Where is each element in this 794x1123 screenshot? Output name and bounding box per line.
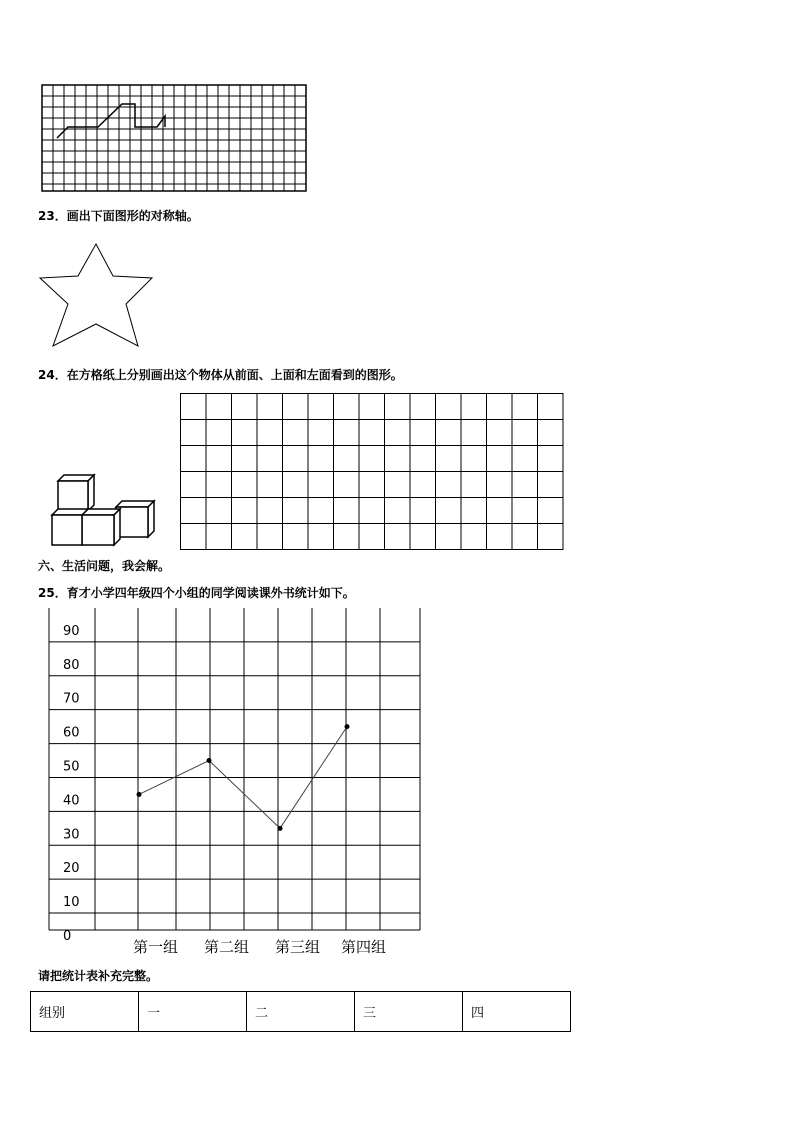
y-tick-label: 70 [63,691,80,707]
q23-prompt: 画出下面图形的对称轴。 [66,209,199,223]
q24-prompt: 在方格纸上分别画出这个物体从前面、上面和左面看到的图形。 [66,368,403,382]
q24-number: 24． [38,368,67,382]
reading-line-chart [40,600,480,960]
top-grid-figure [40,83,310,193]
y-tick-label: 10 [63,895,80,911]
data-point [345,724,350,729]
x-tick-label: 第三组 [275,938,321,956]
x-tick-label: 第四组 [341,938,387,956]
top-grid-shape [57,104,165,138]
table-cell: 二 [247,992,355,1032]
table-cell: 四 [463,992,571,1032]
data-point [278,826,283,831]
q25-number: 25． [38,586,67,600]
table-cell: 一 [139,992,247,1032]
six-point-star [38,242,158,352]
table-cell: 三 [355,992,463,1032]
y-tick-label: 90 [63,623,80,639]
y-tick-label: 60 [63,725,80,741]
cube-stack-figure [50,473,160,548]
statistics-table [30,991,571,1032]
y-tick-label: 20 [63,861,80,877]
x-tick-label: 第二组 [204,938,250,956]
y-tick-label: 50 [63,759,80,775]
y-tick-label: 80 [63,657,80,673]
q23-number: 23． [38,209,67,223]
data-point [137,792,142,797]
q25-text [38,584,355,601]
q25-prompt: 育才小学四年级四个小组的同学阅读课外书统计如下。 [66,586,355,600]
y-tick-label: 30 [63,827,80,843]
x-tick-label: 第一组 [133,938,179,956]
q24-grid-paper [180,393,565,551]
table-row [31,992,571,1032]
table-cell: 组别 [31,992,139,1032]
q24-text [38,366,403,383]
section6-heading: 六、生活问题，我会解。 [38,559,171,573]
table-prompt: 请把统计表补充完整。 [38,969,159,983]
y-tick-label: 40 [63,793,80,809]
q23-text [38,207,199,224]
y-tick-label: 0 [63,928,72,944]
data-point [207,758,212,763]
